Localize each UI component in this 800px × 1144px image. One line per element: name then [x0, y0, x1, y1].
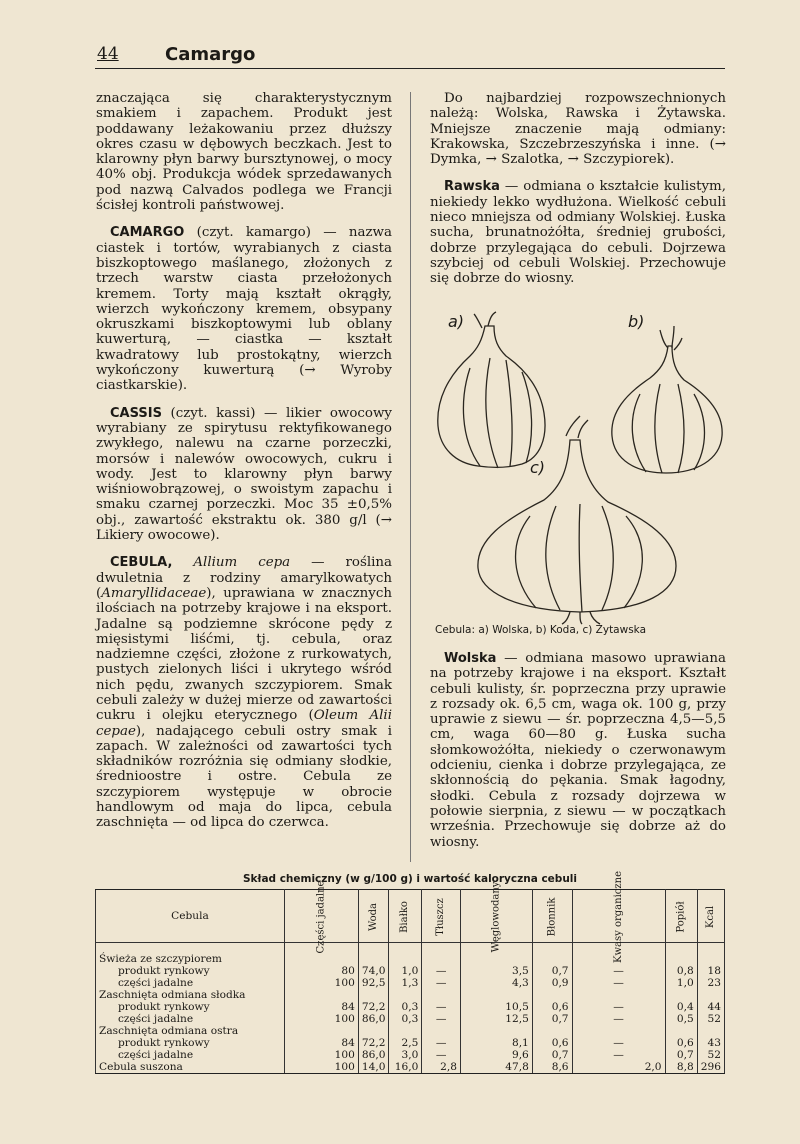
table-cell: 100	[284, 977, 358, 989]
table-row	[96, 977, 725, 989]
table-cell: 18	[697, 965, 724, 977]
table-cell: 0,7	[532, 1013, 572, 1025]
table-cell: 100	[284, 1013, 358, 1025]
latin-name: Allium cepa	[193, 555, 291, 571]
table-cell	[389, 989, 422, 1001]
row-label: części jadalne	[96, 1049, 285, 1061]
row-label: Zaschnięta odmiana słodka	[96, 989, 285, 1001]
table-cell: 0,6	[532, 1001, 572, 1013]
header-tluszcz-text: Tłuszcz	[435, 898, 447, 936]
running-header	[95, 42, 725, 69]
table-cell: —	[572, 965, 665, 977]
table-cell: —	[572, 1001, 665, 1013]
header-kcal	[697, 890, 724, 943]
page-number: 44	[97, 44, 119, 64]
entry-cassis-text: (czyt. kassi) — likier owocowy wyrabiany ze spirytusu rektyfikowanego zwykłego, nalewu na czarne porzeczki, morsów i nalewów owocowych, cukru i wody. Jest to klarowny płyn barwy wiśniowobrązowej, o swoistym zapachu i smaku czarnej porzeczki. Moc 35 ±0,5% obj., zawartość ekstraktu ok. 380 g/l (→ Likiery owocowe).	[96, 405, 392, 544]
table-cell: 296	[697, 1061, 724, 1074]
entry-cebula-text-1: — roślina dwuletnia z rodziny amarylkowatych (	[96, 555, 392, 601]
table-cell: 8,6	[532, 1061, 572, 1074]
table-row	[96, 1037, 725, 1049]
table-cell: 72,2	[358, 1001, 389, 1013]
table-row	[96, 1025, 725, 1037]
table-cell: 9,6	[460, 1049, 532, 1061]
table-cell: 1,3	[389, 977, 422, 989]
entry-cebula-text-2: ), uprawiana w znacznych ilościach na potrzeby krajowe i na eksport. Jadalne są podziemne skrócone pędy z mięsistymi liśćmi, tj. cebula, oraz nadziemne części, złożone z rurkowatych, pustych zielonych liści i ukrytego wśród nich pędu, zwanych szczypiorem. Smak cebuli zależy w dużej mierze od zawartości cukru i olejku eterycznego (	[96, 585, 392, 724]
table-cell: 80	[284, 965, 358, 977]
table-body	[96, 943, 725, 1074]
table-cell	[572, 1025, 665, 1037]
header-popiol	[665, 890, 697, 943]
header-kwasy-text: Kwasy organiczne	[612, 871, 624, 963]
table-cell: 86,0	[358, 1013, 389, 1025]
table-cell: —	[572, 977, 665, 989]
table-cell	[532, 1025, 572, 1037]
header-bialko-text: Białko	[399, 901, 411, 933]
table-cell	[284, 1025, 358, 1037]
table-cell	[532, 989, 572, 1001]
header-bialko	[389, 890, 422, 943]
table-cell: 44	[697, 1001, 724, 1013]
running-head-title: Camargo	[165, 44, 256, 65]
onion-illustration	[430, 308, 730, 626]
table-cell	[389, 953, 422, 965]
table-cell: 2,8	[422, 1061, 461, 1074]
table-row	[96, 989, 725, 1001]
left-column	[96, 91, 392, 843]
table-cell: —	[422, 1001, 461, 1013]
calvados-continuation: znaczająca się charakterystycznym smakiem i zapachem. Produkt jest poddawany leżakowaniu przez dłuższy okres czasu w dębowych beczkach. Jest to klarowny płyn barwy bursztynowej, o mocy 40% obj. Produkcja wódek sprzedawanych pod nazwą Calvados podlega we Francji ścisłej kontroli państwowej.	[96, 91, 392, 214]
onion-drawing	[430, 308, 730, 626]
figure-label-c: c)	[530, 458, 546, 477]
table-cell: 0,6	[532, 1037, 572, 1049]
table-cell	[422, 1025, 461, 1037]
table-cell: 14,0	[358, 1061, 389, 1074]
table-cell	[532, 953, 572, 965]
entry-rawska-text: — odmiana o kształcie kulistym, niekiedy lekko wydłużona. Wielkość cebuli nieco mniejsza od odmiany Wolskiej. Łuska sucha, brunatnożółta, średniej grubości, dobrze przylegająca do cebuli. Dojrzewa szybciej od cebuli Wolskiej. Przechowuje się dobrze do wiosny.	[430, 179, 726, 287]
header-kcal-text: Kcal	[704, 905, 716, 929]
row-label: Zaschnięta odmiana ostra	[96, 1025, 285, 1037]
onion-c	[478, 440, 676, 612]
entry-wolska	[430, 651, 726, 850]
right-column-bottom	[430, 651, 726, 862]
table-cell: 8,1	[460, 1037, 532, 1049]
table-spacer-row	[96, 943, 725, 954]
headword-rawska: Rawska	[444, 179, 500, 195]
table-cell	[572, 989, 665, 1001]
entry-cebula-text-3: ), nadającego cebuli ostry smak i zapach. W zależności od zawartości tych składników rozróżnia się odmiany słodkie, średnioostre i ostre. Cebula ze szczypiorem występuje w obrocie handlowym od maja do lipca, cebula zaschnięta — od lipca do czerwca.	[96, 723, 392, 831]
family-name: Amaryllidaceae	[101, 585, 207, 601]
header-cebula: Cebula	[96, 890, 285, 943]
table-cell	[697, 1025, 724, 1037]
column-divider	[410, 92, 411, 862]
table-cell	[665, 1025, 697, 1037]
table-row	[96, 1001, 725, 1013]
table-cell: 0,9	[532, 977, 572, 989]
table-cell: 10,5	[460, 1001, 532, 1013]
table-cell: 84	[284, 1001, 358, 1013]
table-cell: —	[422, 977, 461, 989]
table-cell: 3,0	[389, 1049, 422, 1061]
table-cell	[460, 953, 532, 965]
table-cell: —	[422, 1049, 461, 1061]
table-header-row	[96, 890, 725, 943]
entry-camargo	[96, 225, 392, 393]
table-cell: —	[422, 1013, 461, 1025]
table-cell: 43	[697, 1037, 724, 1049]
table-cell: —	[422, 965, 461, 977]
table-cell: 52	[697, 1013, 724, 1025]
table-row	[96, 1013, 725, 1025]
table-cell: 1,0	[665, 977, 697, 989]
table-cell: 100	[284, 1061, 358, 1074]
table-cell: 72,2	[358, 1037, 389, 1049]
table-row	[96, 1049, 725, 1061]
table-cell: 0,8	[665, 965, 697, 977]
entry-cebula	[96, 555, 392, 830]
table-cell	[697, 953, 724, 965]
table-cell: 84	[284, 1037, 358, 1049]
table-cell: 12,5	[460, 1013, 532, 1025]
row-label: części jadalne	[96, 1013, 285, 1025]
table-title: Skład chemiczny (w g/100 g) i wartość kaloryczna cebuli	[243, 873, 577, 885]
header-woda	[358, 890, 389, 943]
table-cell: —	[572, 1013, 665, 1025]
row-label: produkt rynkowy	[96, 1037, 285, 1049]
table-cell: 100	[284, 1049, 358, 1061]
header-weglowodany	[460, 881, 532, 953]
table-row	[96, 965, 725, 977]
table-cell: 74,0	[358, 965, 389, 977]
table-cell	[358, 989, 389, 1001]
table-cell	[422, 989, 461, 1001]
header-czesci-jadalne	[284, 880, 358, 954]
header-popiol-text: Popiół	[675, 901, 687, 933]
table-cell: 2,5	[389, 1037, 422, 1049]
table-cell	[460, 989, 532, 1001]
table-cell	[697, 989, 724, 1001]
row-label: produkt rynkowy	[96, 1001, 285, 1013]
table-cell	[358, 953, 389, 965]
headword-camargo: CAMARGO	[110, 225, 185, 241]
onion-b	[612, 346, 722, 473]
figure-label-b: b)	[628, 312, 645, 331]
table-cell: 86,0	[358, 1049, 389, 1061]
table-cell: 0,3	[389, 1013, 422, 1025]
table-cell	[358, 1025, 389, 1037]
table-cell: 0,7	[532, 965, 572, 977]
right-column-top	[430, 91, 726, 299]
header-weglowodany-text: Węglowodany	[490, 881, 502, 953]
table-cell: —	[572, 1037, 665, 1049]
entry-camargo-text: (czyt. kamargo) — nazwa ciastek i tortów, wyrabianych z ciasta biszkoptowego maślanego, złożonych z trzech warstw ciasta przełożonych kremem. Torty mają kształt okrągły, wierzch wykończony kremem, obsypany okruszkami biszkoptowymi lub oblany kuwerturą, — ciastka — kształt kwadratowy lub prostokątny, wierzch wykończony kuwerturą (→ Wyroby ciastkarskie).	[96, 225, 392, 394]
table-cell: 1,0	[389, 965, 422, 977]
table-cell	[389, 1025, 422, 1037]
table-cell: —	[422, 1037, 461, 1049]
header-woda-text: Woda	[367, 903, 379, 931]
row-label: produkt rynkowy	[96, 965, 285, 977]
table-cell	[665, 989, 697, 1001]
header-blonnik-text: Błonnik	[546, 897, 558, 937]
oil-name: Oleum Alii cepae	[96, 708, 392, 739]
table-cell: 0,7	[665, 1049, 697, 1061]
table-cell: —	[572, 1049, 665, 1061]
headword-wolska: Wolska	[444, 651, 497, 666]
table-cell: 4,3	[460, 977, 532, 989]
table-cell: 16,0	[389, 1061, 422, 1074]
table-row	[96, 1061, 725, 1074]
header-kwasy	[572, 871, 665, 963]
figure-caption: Cebula: a) Wolska, b) Koda, c) Żytawska	[435, 624, 647, 636]
table-cell: 8,8	[665, 1061, 697, 1074]
entry-cassis	[96, 406, 392, 544]
table-cell	[284, 989, 358, 1001]
table-cell: 23	[697, 977, 724, 989]
table-cell: 3,5	[460, 965, 532, 977]
table-cell: 0,6	[665, 1037, 697, 1049]
table-cell: 0,3	[389, 1001, 422, 1013]
header-czesci-jadalne-text: Części jadalne	[315, 880, 327, 954]
figure-label-a: a)	[448, 312, 465, 331]
headword-cebula: CEBULA,	[110, 555, 173, 571]
varieties-paragraph: Do najbardziej rozpowszechnionych należą: Wolska, Rawska i Żytawska. Mniejsze znaczenie mają odmiany: Krakowska, Szczebrzeszyńska i inne. (→ Dymka, → Szalotka, → Szczypiorek).	[430, 91, 726, 168]
entry-wolska-text: — odmiana masowo uprawiana na potrzeby krajowe i na eksport. Kształt cebuli kulisty, śr. poprzeczna przy uprawie z rozsady ok. 6,5 cm, waga ok. 100 g, przy uprawie z siewu — śr. poprzeczna 4,5—5,5 cm, waga 60—80 g. Łuska sucha słomkowożółta, niekiedy o czerwonawym odcieniu, cienka i dobrze przylegająca, ze skłonnością do pękania. Smak łagodny, słodki. Cebula z rozsady dojrzewa w połowie sierpnia, z siewu — w początkach września. Przechowuje się dobrze aż do wiosny.	[430, 651, 726, 850]
table-cell: 52	[697, 1049, 724, 1061]
table-cell: 0,7	[532, 1049, 572, 1061]
entry-rawska	[430, 179, 726, 286]
table-cell	[665, 953, 697, 965]
table-cell: 47,8	[460, 1061, 532, 1074]
headword-cassis: CASSIS	[110, 405, 162, 421]
table-cell: 2,0	[572, 1061, 665, 1074]
table-cell	[460, 1025, 532, 1037]
row-label: Świeża ze szczypiorem	[96, 953, 285, 965]
row-label: części jadalne	[96, 977, 285, 989]
table-cell	[284, 953, 358, 965]
header-blonnik	[532, 890, 572, 943]
row-label: Cebula suszona	[96, 1061, 285, 1074]
table-cell: 92,5	[358, 977, 389, 989]
table-row	[96, 953, 725, 965]
table-cell: 0,4	[665, 1001, 697, 1013]
table-cell: 0,5	[665, 1013, 697, 1025]
table-cell	[422, 953, 461, 965]
header-tluszcz	[422, 890, 461, 943]
